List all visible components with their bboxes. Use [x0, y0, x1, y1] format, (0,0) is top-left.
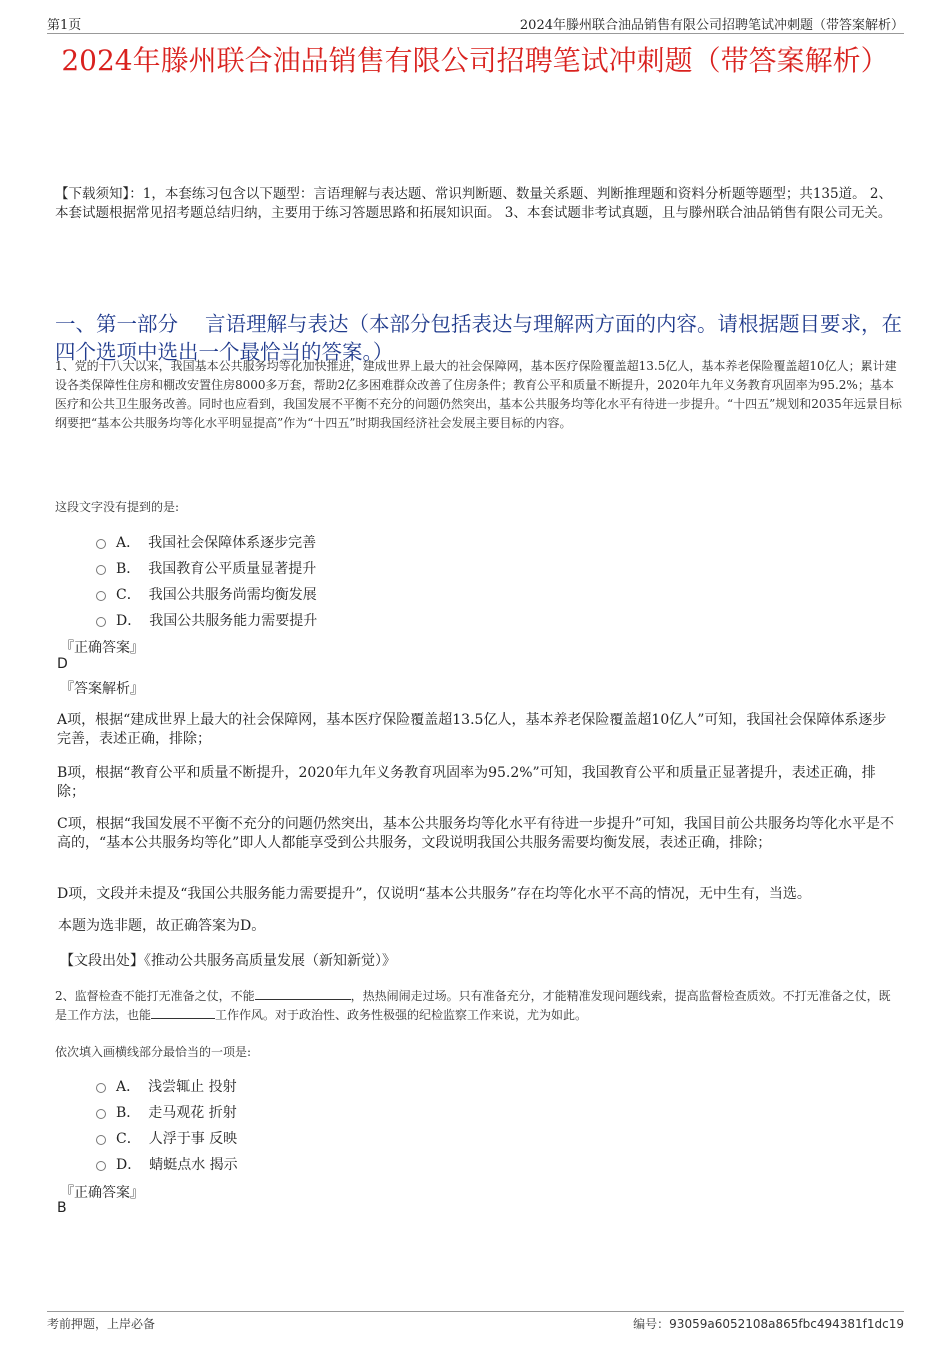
option-text: 我国公共服务能力需要提升: [149, 613, 318, 629]
option-letter: A．: [116, 535, 141, 551]
q1-answer: D: [57, 656, 68, 672]
q2-option-a[interactable]: [96, 1073, 238, 1099]
question-1-prompt: 这段文字没有提到的是:: [55, 500, 180, 514]
option-text: 我国公共服务尚需均衡发展: [148, 587, 317, 603]
option-letter: D．: [116, 1157, 142, 1173]
option-text: 我国教育公平质量显著提升: [148, 561, 317, 577]
q1-analysis-d: D项，文段并未提及“我国公共服务能力需要提升”，仅说明“基本公共服务”存在均等化水平不高的情况，无中生有，当选。: [57, 886, 811, 902]
question-2-stem: [55, 987, 902, 1025]
option-letter: B．: [116, 561, 141, 577]
option-letter: C．: [116, 587, 141, 603]
q1-option-d[interactable]: [96, 607, 317, 633]
q1-analysis-b: B项，根据“教育公平和质量不断提升，2020年九年义务教育巩固率为95.2%”可知，我国教育公平和质量正显著提升，表述正确，排除；: [57, 765, 876, 800]
footer-slogan: 考前押题，上岸必备: [47, 1317, 156, 1331]
option-text: 人浮于事 反映: [148, 1131, 238, 1147]
q1-answer-label: 『正确答案』: [60, 640, 144, 656]
q1-analysis-a: A项，根据“建成世界上最大的社会保障网，基本医疗保险覆盖超13.5亿人，基本养老保险覆盖超10亿人”可知，我国社会保障体系逐步完善，表述正确，排除；: [57, 712, 887, 747]
radio-icon[interactable]: [96, 1135, 106, 1145]
q2-stem-part3: 工作作风。对于政治性、政务性极强的纪检监察工作来说，尤为如此。: [215, 1008, 588, 1022]
q1-conclusion: 本题为选非题，故正确答案为D。: [58, 918, 266, 934]
question-2-prompt: 依次填入画横线部分最恰当的一项是:: [55, 1045, 252, 1059]
option-letter: A．: [116, 1079, 141, 1095]
option-text: 蜻蜓点水 揭示: [149, 1157, 238, 1173]
fill-blank-2[interactable]: [151, 1006, 215, 1019]
q1-analysis-label: 『答案解析』: [60, 681, 144, 697]
radio-icon[interactable]: [96, 565, 106, 575]
radio-icon[interactable]: [96, 1161, 106, 1171]
header-doc-title: 2024年滕州联合油品销售有限公司招聘笔试冲刺题（带答案解析）: [519, 18, 904, 33]
q1-analysis-c: C项，根据“我国发展不平衡不充分的问题仍然突出，基本公共服务均等化水平有待进一步提升”可知，我国目前公共服务均等化水平是不高的，“基本公共服务均等化”即人人都能享受到公共服务，文段说明我国公共服务需要均衡发展，表述正确，排除；: [57, 816, 895, 851]
document-title: 2024年滕州联合油品销售有限公司招聘笔试冲刺题（带答案解析）: [61, 44, 889, 77]
option-letter: C．: [116, 1131, 141, 1147]
page-header: [47, 14, 904, 34]
option-text: 走马观花 折射: [148, 1105, 237, 1121]
q1-option-a[interactable]: [96, 529, 317, 555]
q1-option-b[interactable]: [96, 555, 317, 581]
q2-option-c[interactable]: [96, 1125, 238, 1151]
q2-option-b[interactable]: [96, 1099, 238, 1125]
radio-icon[interactable]: [96, 539, 106, 549]
q2-answer: B: [57, 1200, 67, 1216]
option-letter: B．: [116, 1105, 141, 1121]
option-text: 浅尝辄止 投射: [148, 1079, 237, 1095]
option-text: 我国社会保障体系逐步完善: [148, 535, 317, 551]
radio-icon[interactable]: [96, 617, 106, 627]
question-2-options: [96, 1073, 238, 1177]
footer-serial: 编号：93059a6052108a865fbc494381f1dc19: [633, 1317, 904, 1331]
q2-stem-part1: 2、监督检查不能打无准备之仗，不能: [55, 989, 255, 1003]
question-1-options: [96, 529, 317, 633]
page-number: 第1页: [47, 18, 82, 33]
page-footer: [47, 1311, 904, 1331]
fill-blank-1[interactable]: [255, 987, 351, 1000]
q2-option-d[interactable]: [96, 1151, 238, 1177]
q1-source: 【文段出处】《推动公共服务高质量发展（新知新觉）》: [60, 953, 396, 969]
section-heading: 一、第一部分 言语理解与表达（本部分包括表达与理解两方面的内容。请根据题目要求，在四个选项中选出一个最恰当的答案。）: [55, 312, 903, 364]
q2-answer-label: 『正确答案』: [60, 1185, 144, 1201]
radio-icon[interactable]: [96, 1109, 106, 1119]
question-1-stem: 1、党的十八大以来，我国基本公共服务均等化加快推进，建成世界上最大的社会保障网，基本医疗保险覆盖超13.5亿人，基本养老保险覆盖超10亿人；累计建设各类保障性住房和棚改安置住房8000多万套，帮助2亿多困难群众改善了住房条件；教育公平和质量不断提升，2020年九年义务教育巩固率为95.2%；基本医疗和公共卫生服务改善。同时也应看到，我国发展不平衡不充分的问题仍然突出，基本公共服务均等化水平有待进一步提升。“十四五”规划和2035年远景目标纲要把“基本公共服务均等化水平明显提高”作为“十四五”时期我国经济社会发展主要目标的内容。: [55, 359, 902, 430]
q2-stem-part2: ，热热闹闹走过场。只有准备充分，才能精准发现问题线索，提高监督检查质效。不打无准备之仗，既是工作方法，也能: [55, 989, 891, 1022]
radio-icon[interactable]: [96, 591, 106, 601]
q1-option-c[interactable]: [96, 581, 317, 607]
radio-icon[interactable]: [96, 1083, 106, 1093]
download-notice: 【下载须知】：1，本套练习包含以下题型：言语理解与表达题、常识判断题、数量关系题、判断推理题和资料分析题等题型；共135道。 2、本套试题根据常见招考题总结归纳，主要用于练习答题思路和拓展知识面。 3、本套试题非考试真题，且与滕州联合油品销售有限公司无关。: [55, 186, 892, 221]
option-letter: D．: [116, 613, 142, 629]
